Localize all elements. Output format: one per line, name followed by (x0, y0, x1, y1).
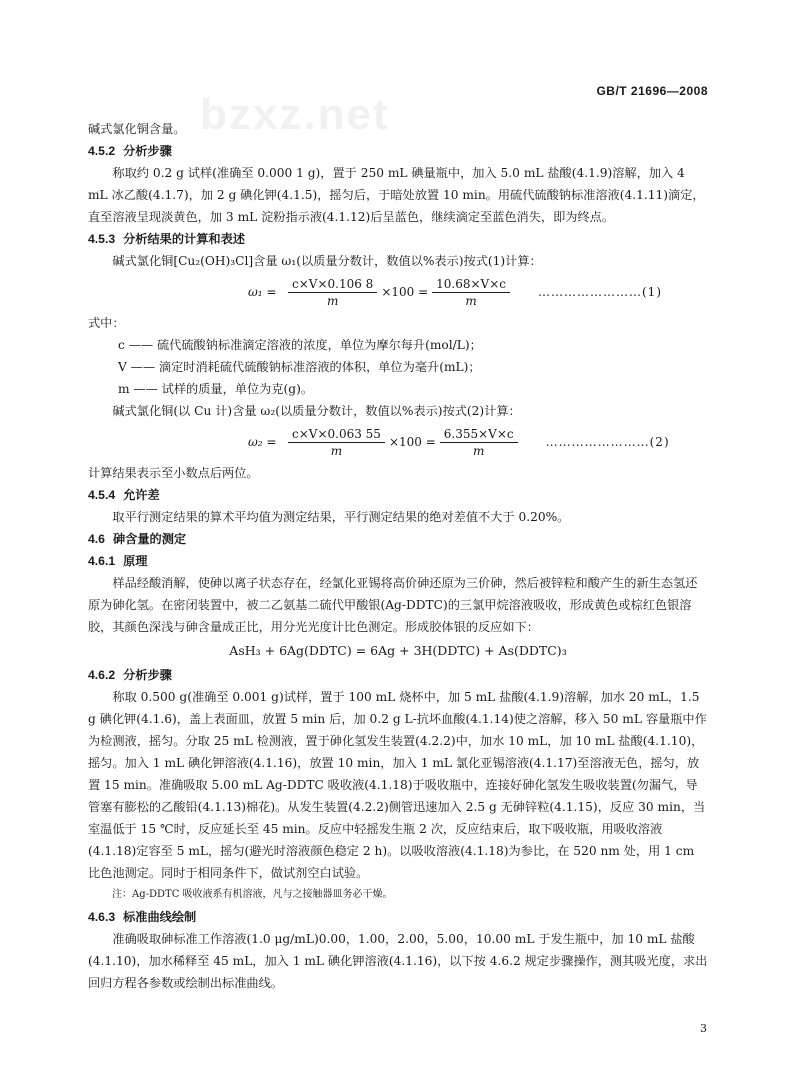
fraction: $\frac{c\times V\times 0.106 8}{m}$ (288, 276, 377, 309)
wherein-label: 式中： (88, 316, 125, 330)
paragraph-4-6-1: 样品经酸消解，使砷以离子状态存在，经氯化亚锡将高价砷还原为三价砷，然后被锌粒和酸产生的新生态氢还原为砷化氢。在密闭装置中，被二乙氨基二硫代甲酸银(Ag-DDTC)的三氯甲烷溶液吸收，形成黄色或棕红色银溶胶，其颜色深浅与砷含量成正比，用分光光度计比色测定。形成胶体银的反应如下： (88, 576, 698, 634)
fraction: $\frac{6.355\times V\times c}{m}$ (440, 426, 518, 459)
standard-code: GB/T 21696—2008 (596, 84, 708, 98)
paragraph-continued: 碱式氯化铜含量。 (88, 122, 186, 136)
heading-4-5-3: 4.5.3 分析结果的计算和表述 (88, 232, 245, 246)
heading-4-6-3: 4.6.3 标准曲线绘制 (88, 910, 197, 924)
equation-number: ……………………(1) (538, 285, 662, 299)
body-text (88, 118, 708, 994)
page-number: 3 (700, 1022, 707, 1035)
equation-number: ……………………(2) (545, 435, 670, 449)
heading-4-6-1: 4.6.1 原理 (88, 554, 148, 568)
fraction: $\frac{10.68\times V\times c}{m}$ (432, 276, 510, 309)
formula-1: ω₁ = $\frac{c\times V\times 0.106 8}{m}$ ×100 = $\frac{10.68\times V\times c}{m}$ ……………………(1) (248, 276, 662, 308)
paragraph-4-6-3: 准确吸取砷标准工作溶液(1.0 μg/mL)0.00，1.00，2.00，5.00，10.00 mL 于发生瓶中，加 10 mL 盐酸(4.1.10)，加水稀释至 45 mL，加入 1 mL 碘化钾溶液(4.1.16)，以下按 4.6.2 规定步骤操作，测其吸光度，求出回归方程各参数或绘制出标准曲线。 (88, 932, 708, 990)
paragraph-4-5-3: 碱式氯化铜[Cu₂(OH)₃Cl]含量 ω₁(以质量分数计，数值以%表示)按式(1)计算： (112, 254, 542, 268)
paragraph-copper: 碱式氯化铜(以 Cu 计)含量 ω₂(以质量分数计，数值以%表示)按式(2)计算： (112, 404, 521, 418)
definition-m: m —— 试样的质量，单位为克(g)。 (118, 382, 314, 396)
paragraph-4-5-4: 取平行测定结果的算术平均值为测定结果，平行测定结果的绝对差值不大于 0.20%。 (112, 510, 570, 524)
definition-v: V —— 滴定时消耗硫代硫酸钠标准溶液的体积，单位为毫升(mL)； (118, 360, 481, 374)
paragraph-4-6-2: 称取 0.500 g(准确至 0.001 g)试样，置于 100 mL 烧杯中，加 5 mL 盐酸(4.1.9)溶解，加水 20 mL，1.5 g 碘化钾(4.1.6)，盖上表面皿，放置 5 min 后，加 0.2 g L-抗坏血酸(4.1.14)使之溶解，移入 50 mL 容量瓶中作为检测液，摇匀。分取 25 mL 检测液，置于砷化氢发生装置(4.2.2)中，加水 10 mL，加 10 mL 盐酸(4.1.10)，摇匀。加入 1 mL 碘化钾溶液(4.1.16)，放置 10 min，加入 1 mL 氯化亚锡溶液(4.1.17)至溶液无色，摇匀，放置 15 min。准确吸取 5.00 mL Ag-DDTC 吸收液(4.1.18)于吸收瓶中，连接好砷化氢发生吸收装置(勿漏气，导管塞有膨松的乙酸铅(4.1.13)棉花)。从发生装置(4.2.2)侧管迅速加入 2.5 g 无砷锌粒(4.1.15)，反应 30 min，当室温低于 15 ℃时，反应延长至 45 min。反应中轻摇发生瓶 2 次，反应结束后，取下吸收瓶，用吸收溶液(4.1.18)定容至 5 mL，摇匀(避光时溶液颜色稳定 2 h)。以吸收溶液(4.1.18)为参比，在 520 nm 处，用 1 cm 比色池测定。同时于相同条件下，做试剂空白试验。 (88, 690, 707, 880)
note: 注：Ag-DDTC 吸收液系有机溶液，凡与之接触器皿务必干燥。 (112, 889, 393, 900)
fraction: $\frac{c\times V\times 0.063 55}{m}$ (288, 426, 385, 459)
heading-4-6-2: 4.6.2 分析步骤 (88, 668, 172, 682)
paragraph-4-5-2: 称取约 0.2 g 试样(准确至 0.000 1 g)，置于 250 mL 碘量瓶中，加入 5.0 mL 盐酸(4.1.9)溶解，加入 4 mL 冰乙酸(4.1.7)，加 2 g 碘化钾(4.1.5)，摇匀后，于暗处放置 10 min。用硫代硫酸钠标准溶液(4.1.11)滴定，直至溶液呈现淡黄色，加 3 mL 淀粉指示液(4.1.12)后呈蓝色，继续滴定至蓝色消失，即为终点。 (88, 166, 705, 224)
heading-4-6: 4.6 砷含量的测定 (88, 532, 187, 546)
heading-4-5-4: 4.5.4 允许差 (88, 488, 160, 502)
formula-2: ω₂ = $\frac{c\times V\times 0.063 55}{m}$ ×100 = $\frac{6.355\times V\times c}{m}$ ……………………(2) (248, 426, 670, 458)
definition-c: c —— 硫代硫酸钠标准滴定溶液的浓度，单位为摩尔每升(mol/L)； (118, 338, 482, 352)
variable-definitions (88, 334, 708, 400)
chemical-reaction: AsH₃ + 6Ag(DDTC) = 6Ag + 3H(DDTC) + As(DDTC)₃ (229, 643, 567, 658)
watermark: bzxz.net (200, 90, 390, 139)
heading-4-5-2: 4.5.2 分析步骤 (88, 144, 172, 158)
paragraph-rounding: 计算结果表示至小数点后两位。 (88, 466, 259, 480)
